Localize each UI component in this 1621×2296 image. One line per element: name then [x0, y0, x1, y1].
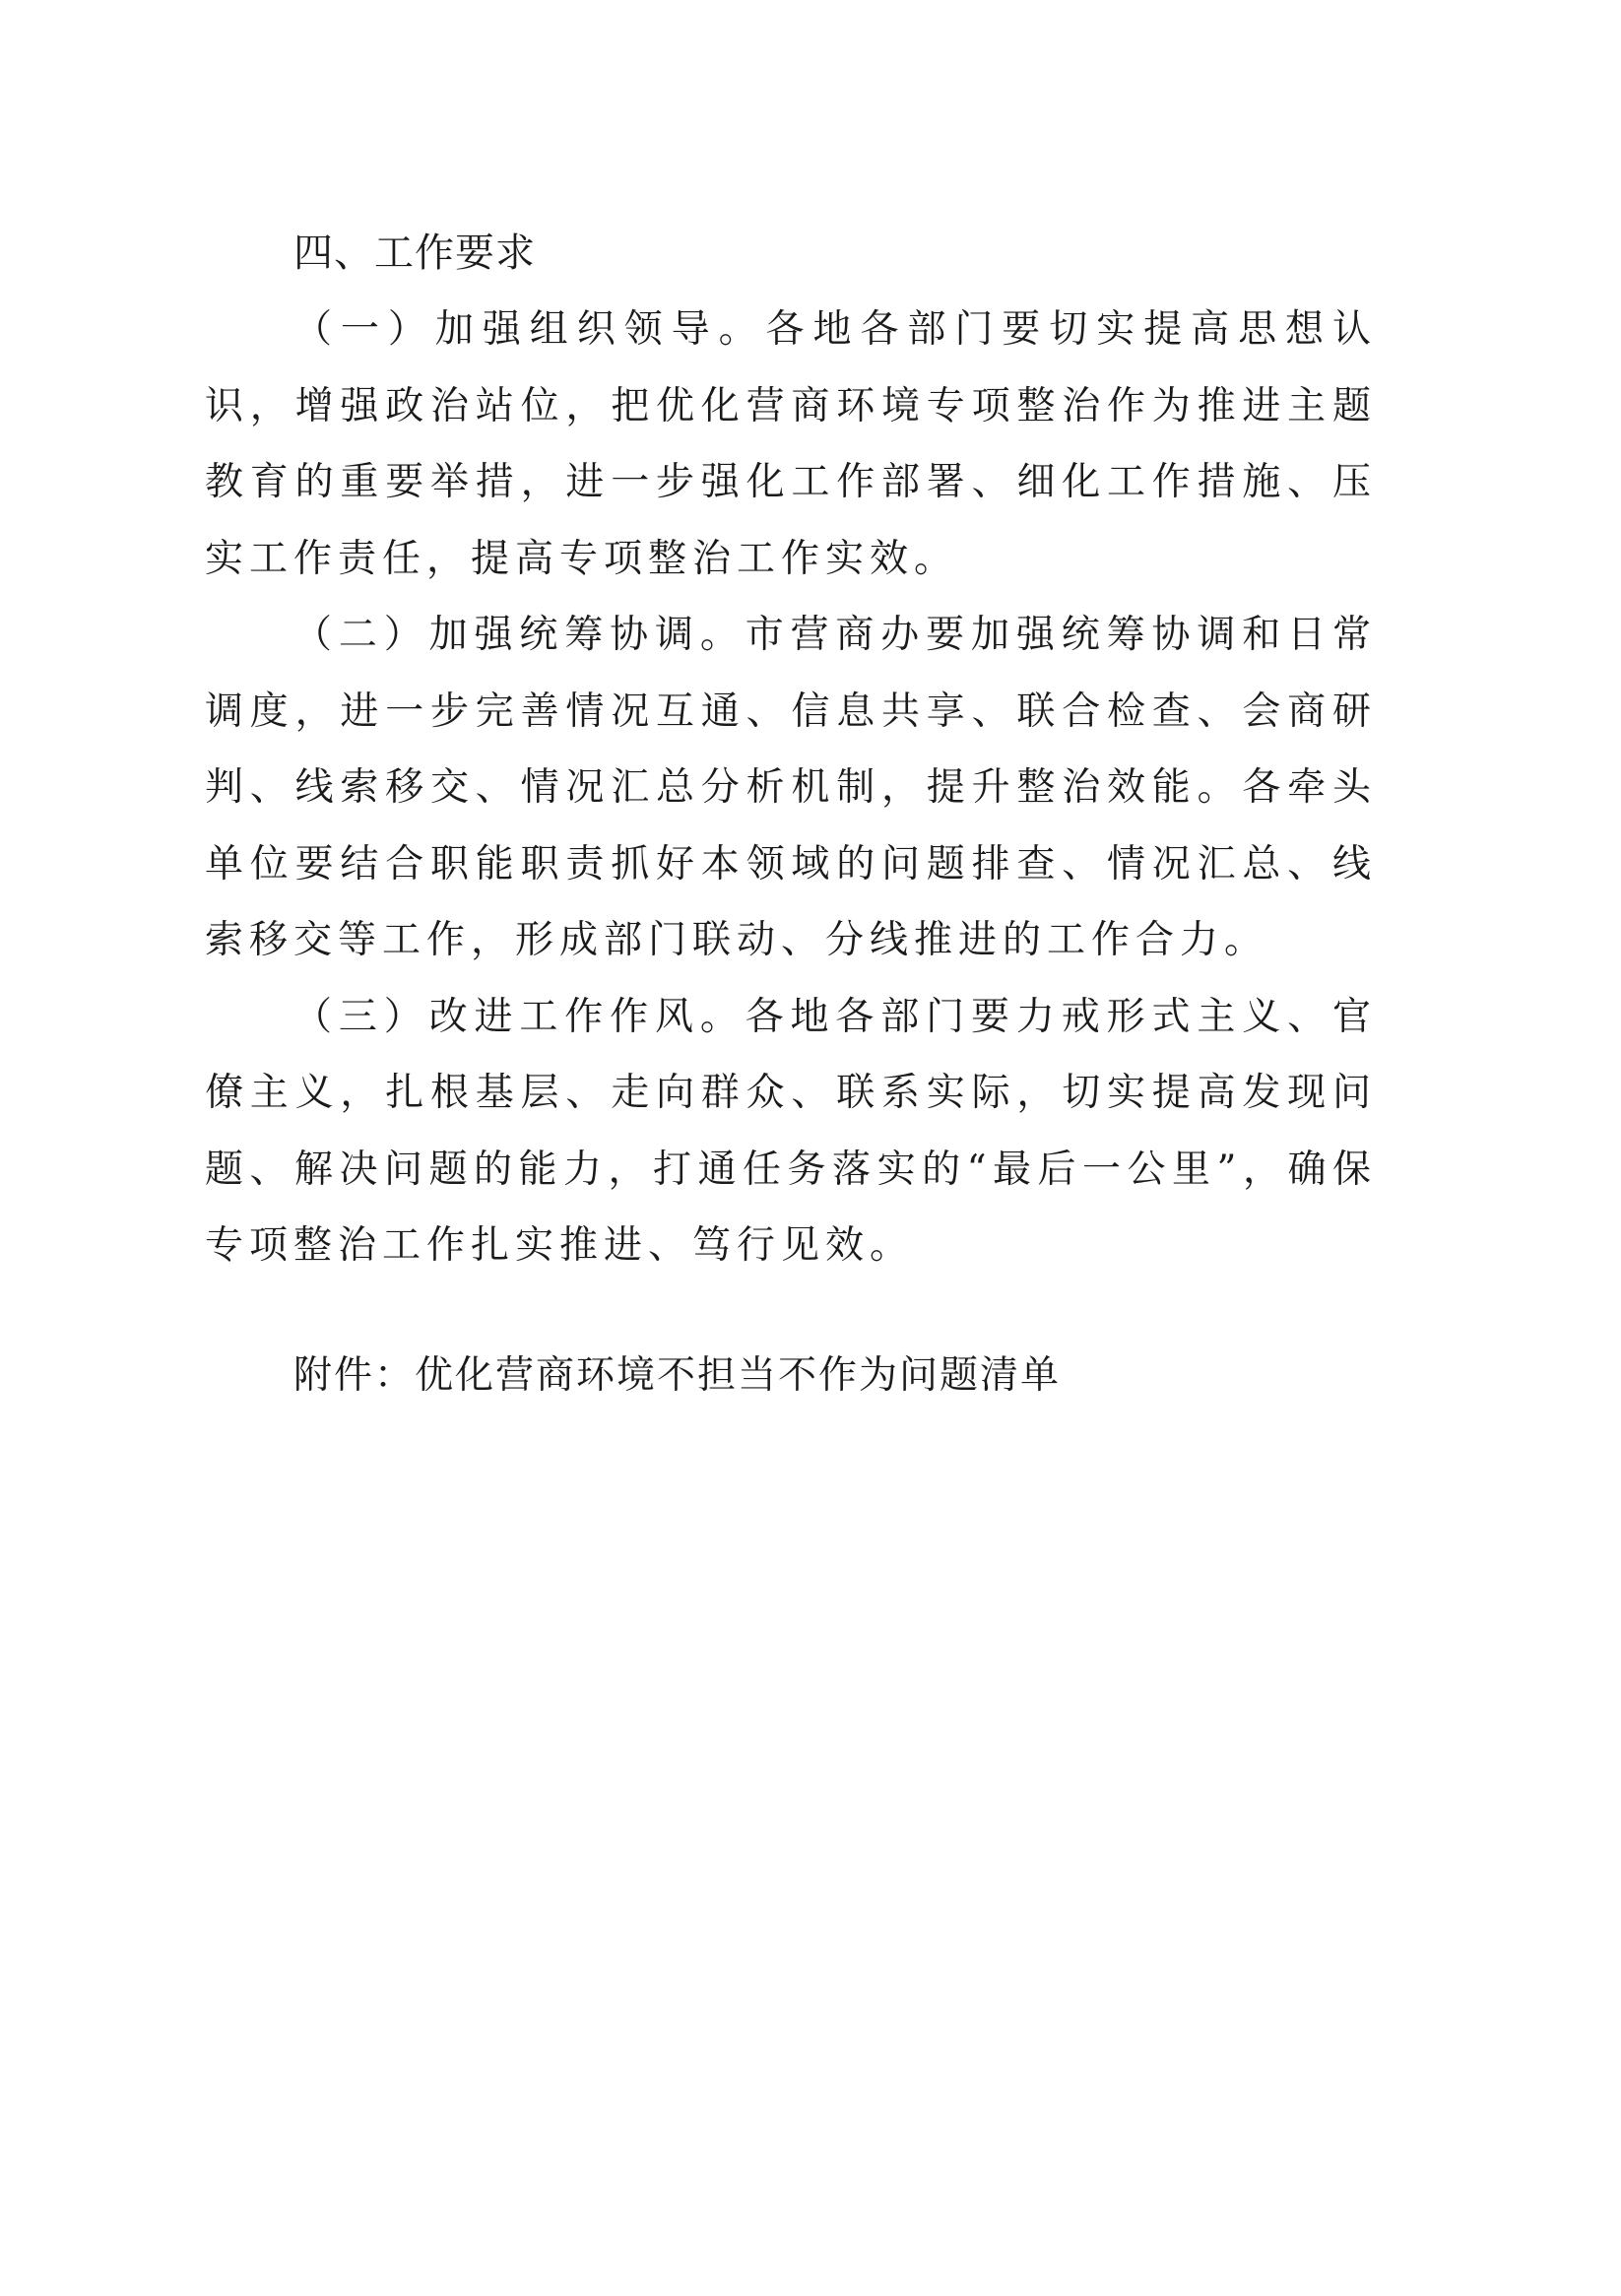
paragraph-work-style: （三）改进工作作风。各地各部门要力戒形式主义、官僚主义，扎根基层、走向群众、联系实际，切实提高发现问题、解决问题的能力，打通任务落实的“最后一公里”，确保专项整治工作扎实推进、笃行见效。	[205, 994, 1377, 1268]
document-body	[205, 215, 1377, 1414]
attachment-note: 附件：优化营商环境不担当不作为问题清单	[293, 1352, 1062, 1398]
paragraph-coordination: （二）加强统筹协调。市营商办要加强统筹协调和日常调度，进一步完善情况互通、信息共享、联合检查、会商研判、线索移交、情况汇总分析机制，提升整治效能。各牵头单位要结合职能职责抓好本领域的问题排查、情况汇总、线索移交等工作，形成部门联动、分线推进的工作合力。	[205, 613, 1377, 962]
paragraph-organization-leadership: （一）加强组织领导。各地各部门要切实提高思想认识，增强政治站位，把优化营商环境专项整治作为推进主题教育的重要举措，进一步强化工作部署、细化工作措施、压实工作责任，提高专项整治工作实效。	[205, 307, 1377, 581]
section-heading: 四、工作要求	[293, 230, 536, 276]
